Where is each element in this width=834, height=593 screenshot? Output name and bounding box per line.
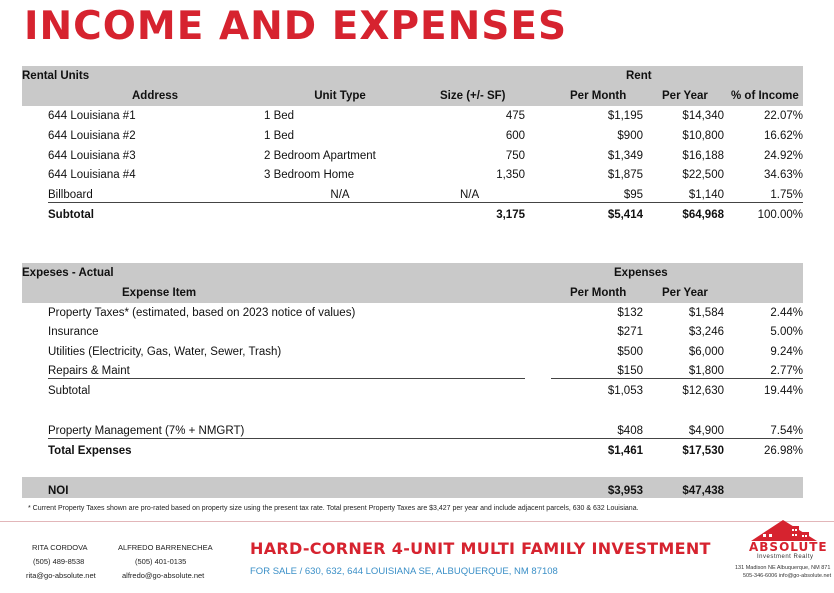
col-header-expense-item: Expense Item	[122, 287, 197, 299]
col-header-exp-per-month: Per Month	[570, 287, 627, 299]
col-header-unit-type: Unit Type	[314, 90, 366, 102]
noi-label: NOI	[48, 485, 69, 497]
expense-per-year: $1,800	[688, 365, 724, 377]
col-header-size: Size (+/- SF)	[440, 90, 506, 102]
col-header-pct: % of Income	[731, 90, 799, 102]
row-address: Billboard	[48, 189, 93, 201]
logo-address: 131 Madison NE Albuquerque, NM 871	[735, 565, 831, 571]
total-expenses-per-month: $1,461	[607, 445, 643, 457]
expense-subtotal-per-year: $12,630	[682, 385, 724, 397]
expense-per-year: $3,246	[688, 326, 724, 338]
expense-pct: 2.44%	[770, 307, 803, 319]
col-header-per-month: Per Month	[570, 90, 627, 102]
management-label: Property Management (7% + NMGRT)	[48, 425, 245, 437]
subtotal-per-month: $5,414	[607, 209, 643, 221]
logo-name: ABSOLUTE	[749, 540, 828, 554]
row-pct: 1.75%	[770, 189, 803, 201]
row-per-month: $1,195	[607, 110, 643, 122]
row-unit-type: 2 Bedroom Apartment	[264, 150, 376, 162]
total-expenses-per-year: $17,530	[682, 445, 724, 457]
noi-per-year: $47,438	[682, 485, 724, 497]
row-size: 750	[505, 150, 525, 162]
agent-phone: (505) 489-8538	[33, 557, 85, 566]
row-unit-type: N/A	[330, 189, 350, 201]
management-per-year: $4,900	[688, 425, 724, 437]
rent-group-label: Rent	[626, 70, 652, 82]
expense-item: Insurance	[48, 326, 99, 338]
expense-item: Repairs & Maint	[48, 365, 130, 377]
expense-subtotal-per-month: $1,053	[607, 385, 643, 397]
subtotal-pct: 100.00%	[757, 209, 803, 221]
col-header-per-year: Per Year	[662, 90, 708, 102]
row-size: 1,350	[496, 169, 525, 181]
agent-name: ALFREDO BARRENECHEA	[118, 543, 213, 552]
expense-divider-right	[551, 378, 803, 379]
logo-tagline: Investment Realty	[757, 554, 814, 560]
row-pct: 22.07%	[763, 110, 803, 122]
row-pct: 24.92%	[763, 150, 803, 162]
subtotal-label: Subtotal	[48, 209, 94, 221]
row-unit-type: 3 Bedroom Home	[264, 169, 355, 181]
management-pct: 7.54%	[770, 425, 803, 437]
rental-section-label: Rental Units	[22, 70, 90, 82]
expense-pct: 9.24%	[770, 346, 803, 358]
absolute-logo	[733, 518, 834, 588]
listing-banner: HARD-CORNER 4-UNIT MULTI FAMILY INVESTMENT	[250, 539, 711, 558]
listing-subtitle: FOR SALE / 630, 632, 644 LOUISIANA SE, ALBUQUERQUE, NM 87108	[250, 566, 558, 577]
total-expenses-pct: 26.98%	[763, 445, 803, 457]
expense-section-label: Expeses - Actual	[22, 267, 114, 279]
expense-subtotal-pct: 19.44%	[763, 385, 803, 397]
expense-per-year: $6,000	[688, 346, 724, 358]
expense-per-year: $1,584	[688, 307, 724, 319]
expense-item: Utilities (Electricity, Gas, Water, Sewer, Trash)	[48, 346, 282, 358]
total-divider	[48, 438, 803, 439]
logo-contact: 505-346-6006 info@go-absolute.net	[743, 573, 832, 579]
row-address: 644 Louisiana #3	[48, 150, 136, 162]
agent-name: RITA CORDOVA	[32, 543, 88, 552]
row-size: 600	[505, 130, 525, 142]
expense-per-month: $150	[617, 365, 643, 377]
row-per-month: $1,349	[607, 150, 643, 162]
expense-per-month: $132	[617, 307, 643, 319]
row-size: N/A	[460, 189, 480, 201]
expense-pct: 5.00%	[770, 326, 803, 338]
agent-email: rita@go-absolute.net	[26, 571, 96, 580]
row-pct: 16.62%	[763, 130, 803, 142]
row-per-month: $1,875	[607, 169, 643, 181]
expense-divider-left	[48, 378, 525, 379]
expense-group-label: Expenses	[614, 267, 668, 279]
col-header-address: Address	[131, 90, 179, 102]
total-expenses-label: Total Expenses	[48, 445, 132, 457]
expense-subtotal-label: Subtotal	[48, 385, 91, 397]
expense-item: Property Taxes* (estimated, based on 2023 notice of values)	[48, 307, 356, 319]
row-size: 475	[505, 110, 525, 122]
row-pct: 34.63%	[763, 169, 803, 181]
subtotal-per-year: $64,968	[682, 209, 724, 221]
management-per-month: $408	[617, 425, 643, 437]
expense-pct: 2.77%	[770, 365, 803, 377]
row-address: 644 Louisiana #4	[48, 169, 136, 181]
row-per-year: $22,500	[682, 169, 724, 181]
row-unit-type: 1 Bed	[264, 110, 295, 122]
agent-phone: (505) 401-0135	[135, 557, 187, 566]
row-address: 644 Louisiana #1	[48, 110, 136, 122]
row-address: 644 Louisiana #2	[48, 130, 136, 142]
noi-per-month: $3,953	[607, 485, 643, 497]
row-per-month: $900	[617, 130, 643, 142]
page-title: INCOME AND EXPENSES	[24, 4, 568, 49]
row-per-year: $16,188	[682, 150, 724, 162]
tax-footnote: * Current Property Taxes shown are pro-rated based on property size using the present tax rate. Total present Property Taxes are $3,427 per year and include adjacent parcels, 630 & 632 Louisiana.	[28, 505, 639, 512]
row-per-month: $95	[623, 189, 643, 201]
footer-divider	[0, 521, 834, 522]
row-unit-type: 1 Bed	[264, 130, 295, 142]
agent-email: alfredo@go-absolute.net	[122, 571, 205, 580]
expense-per-month: $500	[617, 346, 643, 358]
row-per-year: $1,140	[688, 189, 724, 201]
subtotal-size: 3,175	[496, 209, 525, 221]
row-per-year: $10,800	[682, 130, 724, 142]
subtotal-divider	[48, 202, 803, 203]
row-per-year: $14,340	[682, 110, 724, 122]
col-header-exp-per-year: Per Year	[662, 287, 708, 299]
expense-per-month: $271	[617, 326, 643, 338]
